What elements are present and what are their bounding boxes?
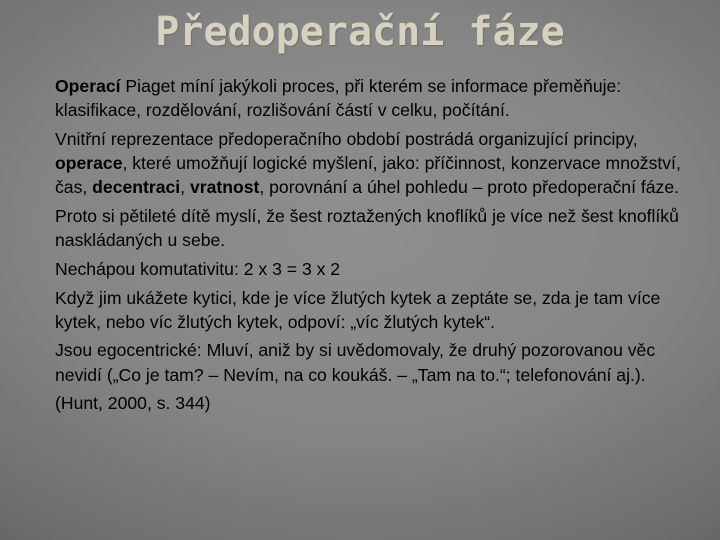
slide-body [55,74,695,420]
text-span: , které umožňují logické myšlení, jako: příčinnost, konzervace množství, čas, [55,153,681,198]
paragraph-egocentricke [55,338,695,387]
text-span: Operací [55,76,121,96]
text-span: Nechápou komutativitu: 2 x 3 = 3 x 2 [55,258,341,279]
text-span: operace [55,153,123,174]
text-span: , [180,177,190,198]
paragraph-operace [55,74,695,123]
paragraph-knofliky [55,204,695,253]
slide-title: Předoperační fáze [155,9,565,55]
text-span: Piaget míní jakýkoli proces, při kterém se informace přeměňuje: klasifikace, rozdělování, rozlišování částí v celku, počítání. [55,76,622,121]
paragraph-vnitrni-reprezentace [55,127,695,200]
text-span: Jsou egocentrické: Mluví, aniž by si uvědomovaly, že druhý pozorovanou věc nevidí („Co je tam? – Nevím, na co koukáš. – „Tam na to.“; telefonování aj.). [55,340,656,385]
text-span: (Hunt, 2000, s. 344) [55,393,211,414]
text-span: Vnitřní reprezentace předoperačního období postrádá organizující principy, [55,128,638,149]
text-span: , porovnání a úhel pohledu – proto předoperační fáze. [259,177,679,198]
paragraph-kytice [55,286,695,335]
paragraph-citation [55,391,695,415]
text-span: Proto si pětileté dítě myslí, že šest roztažených knoflíků je více než šest knoflíků naskládaných u sebe. [55,206,679,251]
text-span: Když jim ukážete kytici, kde je více žlutých kytek a zeptáte se, zda je tam více kytek, nebo víc žlutých kytek, odpoví: „víc žlutých kytek“. [55,287,661,332]
paragraph-komutativita [55,257,695,281]
text-span: vratnost [189,177,260,198]
text-span: decentraci [92,177,181,198]
